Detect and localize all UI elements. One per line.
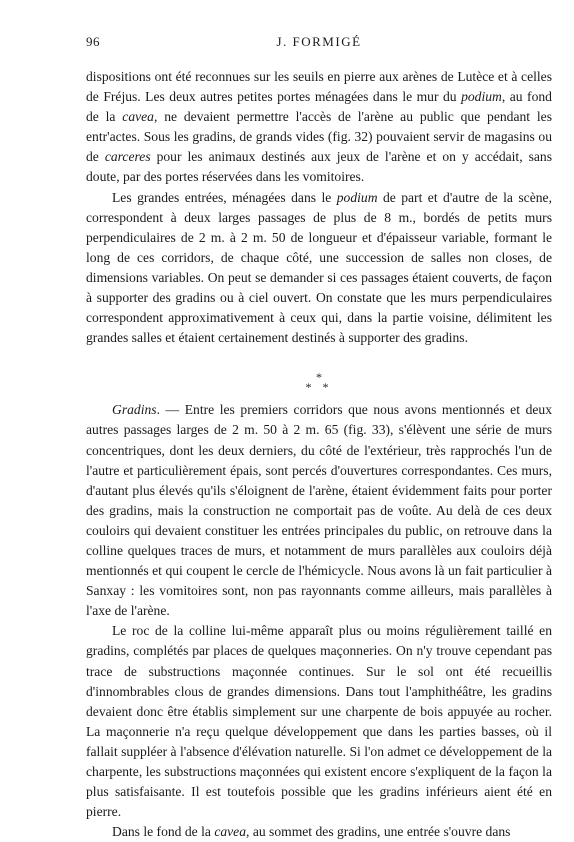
text-run: , ne devaient permettre l'accès de l'arène au public que pendant les entr'actes. Sous les gradins, de grands vides (fig. 32) pouvaient servir de magasins ou de xyxy=(86,109,552,165)
text-run: , au sommet des gradins, une entrée s'ouvre dans xyxy=(246,824,511,840)
text-run: dispositions ont été reconnues sur les seuils en pierre aux arènes de Lutèce et à celles de Fréjus. Les deux autres petites portes ménagées dans le mur du xyxy=(86,69,552,105)
text-run: Dans le fond de la xyxy=(112,824,215,840)
separator-star-top: * xyxy=(316,370,322,385)
section-gap xyxy=(86,348,552,368)
paragraph-1 xyxy=(86,67,552,188)
text-run: de part et d'autre de la scène, correspondent à deux larges passages de plus de 8 m., bordés de petits murs perpendiculaires de 2 m. à 2 m. 50 de longueur et d'épaisseur variable, formant le long de ces corridors, de chaque côté, une succession de salles non closes, de dimensions variables. On peut se demander si ces passages étaient couverts, de façon à supporter des gradins ou à ciel ouvert. On constate que les murs perpendiculaires correspondent approximativement à ceux qui, dans la partie voisine, délimitent les grandes salles et étaient certainement destinés à supporter des gradins. xyxy=(86,189,552,346)
body-text xyxy=(86,67,552,842)
italic-term: podium xyxy=(461,89,502,105)
text-run: Le roc de la colline lui-même apparaît plus ou moins régulièrement taillé en gradins, complétés par places de quelques maçonneries. On n'y trouve cependant pas trace de substructions maçonnée continues. Sur le sol ont été recueillis d'innombrables clous de grandes dimensions. Dans tout l'amphithéâtre, les gradins devaient donc être établis simplement sur une charpente de bois appuyée au rocher. La maçonnerie n'a reçu quelque développement que dans les parties basses, où il fallait suppléer à l'absence d'élévation naturelle. Si l'on admet ce développement de la charpente, les substructions maçonnées qui existent encore s'expliquent de la façon la plus satisfaisante. Il est toutefois possible que les gradins inférieurs aient été en pierre. xyxy=(86,623,552,820)
italic-term: podium xyxy=(336,189,378,205)
text-run: . — Entre les premiers corridors que nous avons mentionnés et deux autres passages larges de 2 m. 50 à 2 m. 65 (fig. 33), s'élèvent une série de murs concentriques, dont les deux derniers, du côté de l'extérieur, très rapprochés l'un de l'autre et particulièrement épais, sont percés d'ouvertures correspondantes. Ces murs, d'autant plus élevés qu'ils s'éloignent de l'arène, étaient évidemment faits pour porter des gradins, mais la construction ne comportait pas de voûte. Au delà de ces deux couloirs qui devaient constituer les entrées principales du public, on retrouve dans la colline quelques traces de murs, et notamment de murs parallèles aux couloirs déjà mentionnés et qui coupent le cercle de l'hémicycle. Nous avons là un fait particulier à Sanxay : les vomitoires sont, non pas rayonnants comme ailleurs, mais parallèles à l'axe de l'arène. xyxy=(86,402,552,619)
italic-term: carceres xyxy=(104,149,151,165)
paragraph-5 xyxy=(86,822,552,842)
paragraph-3 xyxy=(86,400,552,621)
running-head: J. FORMIGÉ xyxy=(276,34,362,49)
paragraph-2 xyxy=(86,188,552,349)
paragraph-4 xyxy=(86,621,552,822)
document-page xyxy=(86,34,552,842)
text-run: Les grandes entrées, ménagées dans le xyxy=(112,189,337,205)
page-number: 96 xyxy=(86,34,100,49)
page-header xyxy=(86,34,552,56)
text-run: pour les animaux destinés aux jeux de l'arène et on y accédait, sans doute, par des portes réservées dans les vomitoires. xyxy=(86,149,552,185)
asterism-separator xyxy=(86,372,552,400)
text-run: , au fond de la xyxy=(86,89,552,125)
italic-term: cavea xyxy=(214,824,247,840)
italic-term: cavea xyxy=(122,109,154,125)
separator-stars-bottom: * * xyxy=(305,380,333,395)
section-heading: Gradins xyxy=(112,402,157,418)
